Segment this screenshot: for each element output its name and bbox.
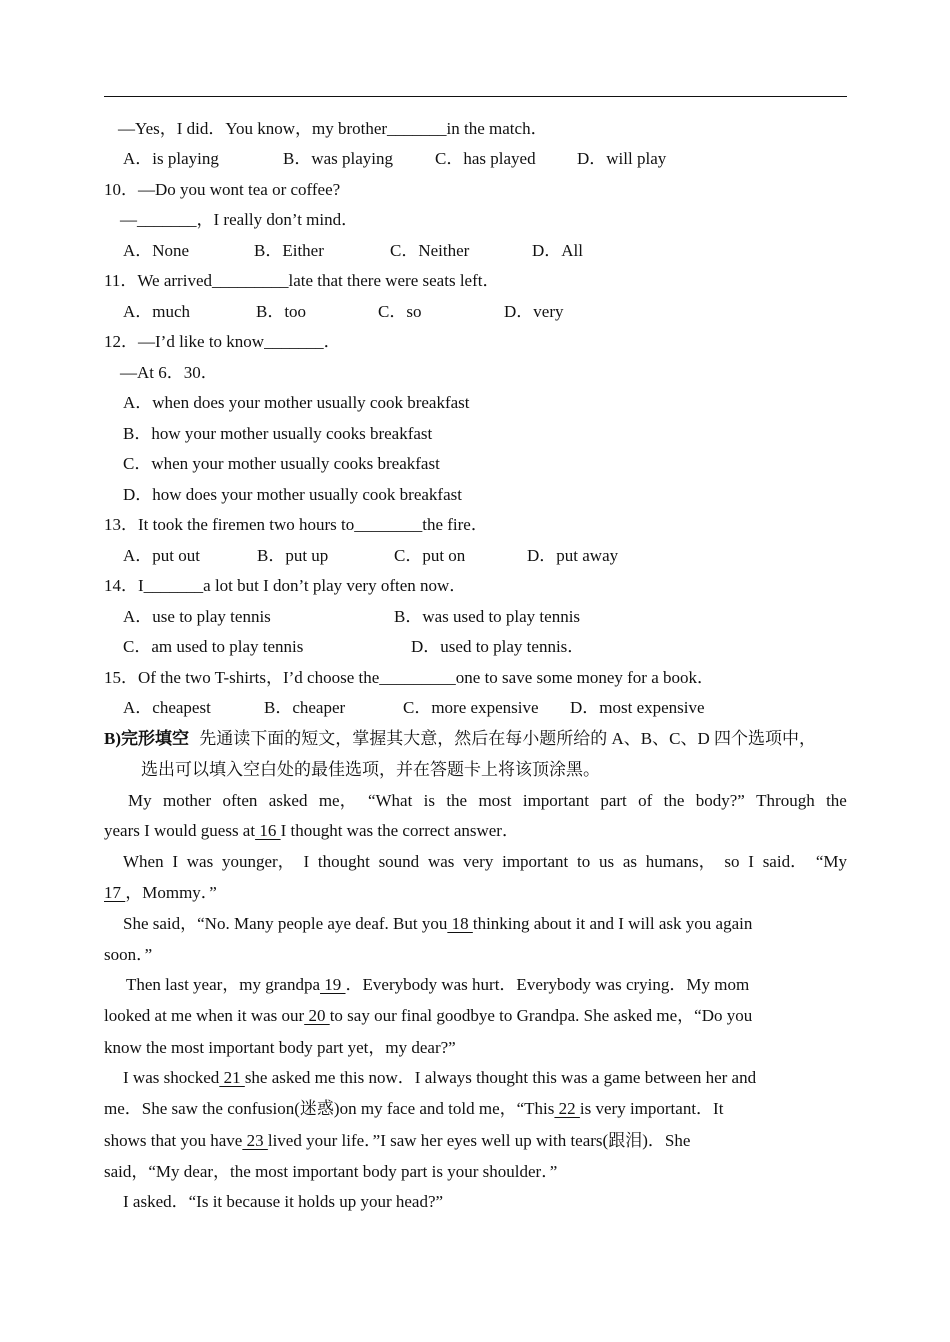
q11-option-a: A．much bbox=[123, 302, 191, 321]
q15-option-a: A．cheapest bbox=[123, 698, 211, 717]
q10-option-b: B．Either bbox=[254, 241, 324, 260]
word: younger， bbox=[221, 852, 295, 871]
word: Through bbox=[756, 791, 815, 810]
q10-reply: —_______，I really don’t mind． bbox=[120, 210, 359, 229]
q12-option-d: D．how does your mother usually cook breakfast bbox=[123, 485, 462, 504]
word: most bbox=[478, 791, 512, 810]
word: humans， bbox=[645, 852, 716, 871]
text: Then last year，my grandpa bbox=[126, 975, 321, 994]
q15-question: 15．Of the two T-shirts，I’d choose the_________one to save some money for a book． bbox=[104, 668, 715, 687]
passage-p2-line1 bbox=[123, 852, 847, 872]
passage-p5-line3 bbox=[104, 1131, 690, 1151]
q12-reply: —At 6．30． bbox=[120, 363, 218, 382]
word: I bbox=[303, 852, 310, 871]
word: me， bbox=[318, 791, 357, 810]
q12-option-b: B．how your mother usually cooks breakfast bbox=[123, 424, 433, 443]
passage-p1-line1 bbox=[128, 791, 847, 811]
q9-option-b: B．was playing bbox=[283, 149, 394, 168]
text: years I would guess at bbox=[104, 821, 256, 840]
word: the bbox=[826, 791, 847, 810]
passage-p5-line4: said，“My dear，the most important body part is your shoulder．” bbox=[104, 1162, 558, 1181]
q14-question: 14．I_______a lot but I don’t play very often now． bbox=[104, 576, 467, 595]
q14-option-a: A．use to play tennis bbox=[123, 607, 271, 626]
q11-option-b: B．too bbox=[256, 302, 307, 321]
word: I bbox=[748, 852, 754, 871]
q9-answer-line: —Yes，I did．You know，my brother_______in the match． bbox=[118, 119, 548, 138]
q13-option-c: C．put on bbox=[394, 546, 466, 565]
header-rule bbox=[104, 96, 847, 97]
q10-option-a: A．None bbox=[123, 241, 190, 260]
passage-p3-line2: soon．” bbox=[104, 945, 153, 964]
q11-question: 11．We arrived_________late that there were seats left． bbox=[104, 271, 500, 290]
word: so bbox=[724, 852, 740, 871]
blank-17: 17 bbox=[104, 883, 126, 902]
q14-option-c: C．am used to play tennis bbox=[123, 637, 304, 656]
section-b-instruction-1: 先通读下面的短文，掌握其大意，然后在每小题所给的 A、B、C、D 四个选项中， bbox=[199, 729, 816, 748]
q12-option-a: A．when does your mother usually cook breakfast bbox=[123, 393, 470, 412]
q9-option-d: D．will play bbox=[577, 149, 667, 168]
word: part bbox=[600, 791, 627, 810]
q10-question: 10．—Do you wont tea or coffee? bbox=[104, 180, 341, 199]
passage-p4-line3: know the most important body part yet，my dear?” bbox=[104, 1038, 456, 1057]
text: shows that you have bbox=[104, 1131, 243, 1150]
blank-18: 18 bbox=[447, 914, 473, 933]
q12-option-c: C．when your mother usually cooks breakfast bbox=[123, 454, 440, 473]
section-b-instruction-2: 选出可以填入空白处的最佳选项，并在答题卡上将该顶涂黑。 bbox=[141, 760, 600, 779]
passage-p2-line2 bbox=[104, 883, 217, 903]
word: of bbox=[638, 791, 653, 810]
text: is very important．It bbox=[579, 1099, 724, 1118]
passage-p6: I asked．“Is it because it holds up your head?” bbox=[123, 1192, 444, 1211]
passage-p1-line2 bbox=[104, 821, 519, 841]
text: thinking about it and I will ask you again bbox=[472, 914, 753, 933]
word: body?” bbox=[695, 791, 745, 810]
text: me．She saw the confusion(迷惑)on my face and told me，“This bbox=[104, 1099, 555, 1118]
blank-23: 23 bbox=[242, 1131, 268, 1150]
word: us bbox=[598, 852, 615, 871]
q15-option-b: B．cheaper bbox=[264, 698, 346, 717]
q14-option-b: B．was used to play tennis bbox=[394, 607, 581, 626]
word: to bbox=[576, 852, 591, 871]
word: mother bbox=[162, 791, 212, 810]
word: I bbox=[172, 852, 179, 871]
q9-option-c: C．has played bbox=[435, 149, 536, 168]
text: looked at me when it was our bbox=[104, 1006, 305, 1025]
word: “My bbox=[815, 852, 847, 871]
q14-option-d: D．used to play tennis． bbox=[411, 637, 585, 656]
word: thought bbox=[317, 852, 370, 871]
text: ，Mommy．” bbox=[125, 883, 217, 902]
word: is bbox=[423, 791, 435, 810]
text: I thought was the correct answer． bbox=[280, 821, 519, 840]
q11-option-c: C．so bbox=[378, 302, 422, 321]
word: said． bbox=[762, 852, 808, 871]
q15-option-d: D．most expensive bbox=[570, 698, 705, 717]
text: to say our final goodbye to Grandpa. She asked me，“Do you bbox=[329, 1006, 753, 1025]
text: she asked me this now．I always thought this was a game between her and bbox=[244, 1068, 757, 1087]
text: I was shocked bbox=[123, 1068, 220, 1087]
word: important bbox=[522, 791, 589, 810]
word: was bbox=[186, 852, 214, 871]
word: asked bbox=[268, 791, 308, 810]
q13-question: 13．It took the firemen two hours to________the fire． bbox=[104, 515, 488, 534]
word: the bbox=[446, 791, 468, 810]
word: My bbox=[128, 791, 152, 810]
section-b-heading bbox=[104, 729, 816, 749]
q15-option-c: C．more expensive bbox=[403, 698, 539, 717]
q11-option-d: D．very bbox=[504, 302, 564, 321]
passage-p5-line2 bbox=[104, 1099, 723, 1119]
text: She said，“No. Many people aye deaf. But you bbox=[123, 914, 448, 933]
q13-option-b: B．put up bbox=[257, 546, 329, 565]
word: very bbox=[463, 852, 494, 871]
word: sound bbox=[378, 852, 420, 871]
word: When bbox=[123, 852, 164, 871]
blank-21: 21 bbox=[219, 1068, 245, 1087]
passage-p4-line2 bbox=[104, 1006, 752, 1026]
word: “What bbox=[367, 791, 413, 810]
q13-option-d: D．put away bbox=[527, 546, 619, 565]
word: important bbox=[502, 852, 569, 871]
text: lived your life．”I saw her eyes well up with tears(跟泪)．She bbox=[267, 1131, 691, 1150]
blank-22: 22 bbox=[554, 1099, 580, 1118]
q9-option-a: A．is playing bbox=[123, 149, 219, 168]
q10-option-d: D．All bbox=[532, 241, 583, 260]
q10-option-c: C．Neither bbox=[390, 241, 470, 260]
passage-p4-line1 bbox=[126, 975, 749, 995]
passage-p3-line1 bbox=[123, 914, 752, 934]
section-b-label: B)完形填空 bbox=[104, 729, 189, 748]
word: often bbox=[222, 791, 258, 810]
word: was bbox=[427, 852, 455, 871]
word: the bbox=[663, 791, 685, 810]
blank-20: 20 bbox=[304, 1006, 330, 1025]
blank-16: 16 bbox=[255, 821, 281, 840]
passage-p5-line1 bbox=[123, 1068, 756, 1088]
text: ．Everybody was hurt．Everybody was crying．My mom bbox=[345, 975, 750, 994]
q12-question: 12．—I’d like to know_______． bbox=[104, 332, 341, 351]
word: as bbox=[622, 852, 637, 871]
blank-19: 19 bbox=[320, 975, 346, 994]
q13-option-a: A．put out bbox=[123, 546, 200, 565]
